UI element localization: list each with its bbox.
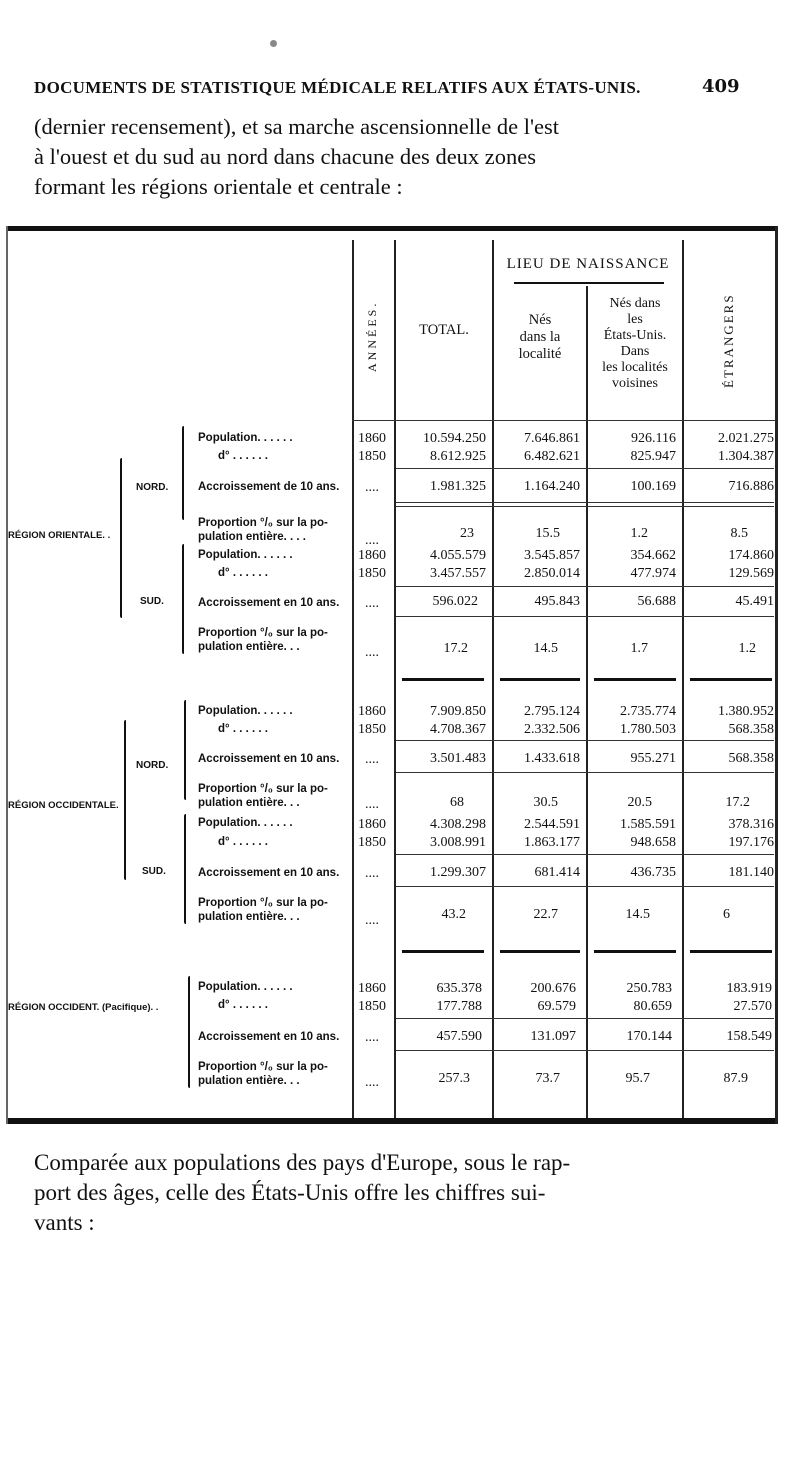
header-nes-localite	[494, 312, 586, 363]
voisines-cell: 926.116	[631, 431, 676, 446]
voisines-cell: 2.735.774	[620, 704, 676, 719]
row-rule	[396, 886, 774, 887]
localite-cell: 131.097	[530, 1029, 576, 1044]
year-cell: ....	[365, 1075, 379, 1090]
voisines-cell: 948.658	[630, 835, 676, 850]
col-divider	[586, 286, 588, 1118]
row-label: Accroissement en 10 ans.	[198, 597, 340, 609]
localite-cell: 1.164.240	[524, 479, 580, 494]
zone-nord: NORD.	[136, 760, 169, 771]
header-rule	[352, 420, 776, 421]
row-label: pulation entière. . .	[198, 1075, 300, 1087]
total-cell: 257.3	[438, 1071, 470, 1086]
section-rule	[500, 678, 580, 681]
row-label: pulation entière. . . .	[198, 531, 306, 543]
zone-sud: SUD.	[140, 596, 164, 607]
total-cell: 4.708.367	[430, 722, 486, 737]
row-label: d° . . . . . .	[218, 450, 268, 462]
row-label: Proportion °/₀ sur la po-	[198, 783, 328, 795]
header-underline	[514, 282, 664, 284]
row-label: Population. . . . . .	[198, 705, 293, 717]
localite-cell: 7.646.861	[524, 431, 580, 446]
voisines-cell: 20.5	[627, 795, 652, 810]
etrangers-cell: 17.2	[725, 795, 750, 810]
intro-line: formant les régions orientale et centrale :	[34, 174, 403, 199]
etrangers-cell: 174.860	[728, 548, 774, 563]
total-cell: 3.008.991	[430, 835, 486, 850]
row-rule	[396, 1018, 774, 1019]
header-text: les localités	[602, 360, 668, 375]
total-cell: 1.981.325	[430, 479, 486, 494]
voisines-cell: 955.271	[630, 751, 676, 766]
localite-cell: 1.863.177	[524, 835, 580, 850]
total-cell: 68	[450, 795, 464, 810]
localite-cell: 15.5	[535, 526, 560, 541]
year-cell: ....	[365, 797, 379, 812]
running-head: DOCUMENTS DE STATISTIQUE MÉDICALE RELATIFS AUX ÉTATS-UNIS.	[34, 78, 641, 97]
localite-cell: 3.545.857	[524, 548, 580, 563]
outro-line: port des âges, celle des États-Unis offre les chiffres sui-	[34, 1180, 546, 1205]
etrangers-cell: 8.5	[730, 526, 748, 541]
brace-region	[120, 458, 122, 618]
total-cell: 457.590	[436, 1029, 482, 1044]
intro-line: (dernier recensement), et sa marche ascensionnelle de l'est	[34, 114, 560, 139]
col-divider	[394, 240, 396, 1118]
row-rule	[396, 616, 774, 617]
localite-cell: 69.579	[537, 999, 576, 1014]
row-label: Accroissement en 10 ans.	[198, 867, 340, 879]
table-bottom-rule	[6, 1118, 777, 1124]
total-cell: 43.2	[441, 907, 466, 922]
voisines-cell: 14.5	[625, 907, 650, 922]
total-cell: 3.501.483	[430, 751, 486, 766]
etrangers-cell: 129.569	[728, 566, 774, 581]
row-label: Population. . . . . .	[198, 817, 293, 829]
year-cell: 1860	[358, 431, 386, 446]
table-left-edge	[6, 226, 8, 1124]
etrangers-cell: 183.919	[726, 981, 772, 996]
row-label: Accroissement en 10 ans.	[198, 1031, 340, 1043]
localite-cell: 2.332.506	[524, 722, 580, 737]
total-cell: 4.055.579	[430, 548, 486, 563]
voisines-cell: 1.7	[630, 641, 648, 656]
header-text: voisines	[612, 376, 658, 391]
brace-zone	[182, 426, 184, 520]
outro-line: vants :	[34, 1210, 95, 1235]
localite-cell: 6.482.621	[524, 449, 580, 464]
row-label: Population. . . . . .	[198, 981, 293, 993]
total-cell: 596.022	[432, 594, 478, 609]
zone-sud: SUD.	[142, 866, 166, 877]
header-annees: ANNÉES.	[365, 300, 379, 372]
voisines-cell: 100.169	[630, 479, 676, 494]
brace-region	[188, 976, 190, 1088]
brace-zone	[182, 544, 184, 654]
row-rule	[396, 772, 774, 773]
etrangers-cell: 378.316	[728, 817, 774, 832]
section-rule	[690, 678, 772, 681]
year-cell: ....	[365, 533, 379, 548]
row-label: pulation entière. . .	[198, 641, 300, 653]
voisines-cell: 1.585.591	[620, 817, 676, 832]
voisines-cell: 436.735	[630, 865, 676, 880]
brace-region	[124, 720, 126, 880]
row-label: pulation entière. . .	[198, 797, 300, 809]
row-label: Proportion °/₀ sur la po-	[198, 517, 328, 529]
row-rule	[396, 740, 774, 741]
row-label: Population. . . . . .	[198, 432, 293, 444]
header-text: Nés	[528, 312, 552, 328]
total-cell: 3.457.557	[430, 566, 486, 581]
year-cell: 1850	[358, 449, 386, 464]
etrangers-cell: 197.176	[728, 835, 774, 850]
row-label: d° . . . . . .	[218, 567, 268, 579]
row-label: Population. . . . . .	[198, 549, 293, 561]
etrangers-cell: 6	[723, 907, 730, 922]
localite-cell: 200.676	[530, 981, 576, 996]
header-total: TOTAL.	[419, 322, 469, 338]
section-rule	[402, 678, 484, 681]
etrangers-cell: 568.358	[728, 722, 774, 737]
year-cell: ....	[365, 752, 379, 767]
header-nes-voisines	[588, 296, 682, 392]
etrangers-cell: 716.886	[728, 479, 774, 494]
ink-dot	[270, 40, 277, 47]
row-rule	[396, 502, 774, 503]
total-cell: 7.909.850	[430, 704, 486, 719]
year-cell: 1850	[358, 722, 386, 737]
etrangers-cell: 1.380.952	[718, 704, 774, 719]
statistics-table	[6, 226, 777, 1128]
year-cell: ....	[365, 1030, 379, 1045]
row-label: d° . . . . . .	[218, 836, 268, 848]
row-label: Proportion °/₀ sur la po-	[198, 1061, 328, 1073]
voisines-cell: 170.144	[626, 1029, 672, 1044]
year-cell: ....	[365, 596, 379, 611]
localite-cell: 30.5	[533, 795, 558, 810]
row-rule	[396, 586, 774, 587]
total-cell: 10.594.250	[423, 431, 486, 446]
localite-cell: 1.433.618	[524, 751, 580, 766]
col-divider	[682, 240, 684, 1118]
total-cell: 1.299.307	[430, 865, 486, 880]
voisines-cell: 1.780.503	[620, 722, 676, 737]
localite-cell: 2.850.014	[524, 566, 580, 581]
etrangers-cell: 1.304.387	[718, 449, 774, 464]
year-cell: 1860	[358, 548, 386, 563]
outro-line: Comparée aux populations des pays d'Europe, sous le rap-	[34, 1150, 571, 1175]
localite-cell: 73.7	[535, 1071, 560, 1086]
etrangers-cell: 87.9	[723, 1071, 748, 1086]
row-rule	[396, 506, 774, 507]
page-number: 409	[702, 76, 740, 97]
etrangers-cell: 1.2	[738, 641, 756, 656]
etrangers-cell: 27.570	[733, 999, 772, 1014]
row-label: d° . . . . . .	[218, 723, 268, 735]
col-divider	[492, 240, 494, 1118]
total-cell: 177.788	[436, 999, 482, 1014]
row-label: Accroissement en 10 ans.	[198, 753, 340, 765]
voisines-cell: 95.7	[625, 1071, 650, 1086]
etrangers-cell: 158.549	[726, 1029, 772, 1044]
row-rule	[396, 468, 774, 469]
total-cell: 23	[460, 526, 474, 541]
year-cell: ....	[365, 645, 379, 660]
voisines-cell: 250.783	[626, 981, 672, 996]
header-text: les	[627, 312, 643, 327]
localite-cell: 2.795.124	[524, 704, 580, 719]
year-cell: 1860	[358, 817, 386, 832]
header-text: dans la	[519, 329, 561, 345]
localite-cell: 681.414	[534, 865, 580, 880]
section-rule	[594, 678, 676, 681]
year-cell: 1860	[358, 704, 386, 719]
region-pacifique: RÉGION OCCIDENT. (Pacifique). .	[8, 1002, 159, 1013]
region-orientale: RÉGION ORIENTALE. .	[8, 530, 111, 541]
region-occidentale: RÉGION OCCIDENTALE.	[8, 800, 119, 811]
outro-paragraph	[34, 1148, 734, 1238]
row-rule	[396, 854, 774, 855]
header-etrangers: ÉTRANGERS	[721, 293, 736, 389]
section-rule	[594, 950, 676, 953]
intro-paragraph	[34, 112, 734, 202]
header-lieu-naissance: LIEU DE NAISSANCE	[506, 256, 670, 272]
intro-line: à l'ouest et du sud au nord dans chacune des deux zones	[34, 144, 537, 169]
year-cell: 1850	[358, 566, 386, 581]
year-cell: 1850	[358, 835, 386, 850]
localite-cell: 2.544.591	[524, 817, 580, 832]
year-cell: ....	[365, 480, 379, 495]
row-label: Proportion °/₀ sur la po-	[198, 627, 328, 639]
table-right-edge	[775, 226, 778, 1124]
row-label: Proportion °/₀ sur la po-	[198, 897, 328, 909]
voisines-cell: 1.2	[630, 526, 648, 541]
localite-cell: 495.843	[534, 594, 580, 609]
total-cell: 8.612.925	[430, 449, 486, 464]
total-cell: 635.378	[436, 981, 482, 996]
etrangers-cell: 568.358	[728, 751, 774, 766]
year-cell: ....	[365, 866, 379, 881]
voisines-cell: 354.662	[630, 548, 676, 563]
brace-zone	[184, 700, 186, 800]
header-text: États-Unis.	[603, 328, 667, 343]
section-rule	[402, 950, 484, 953]
table-top-rule	[6, 226, 777, 231]
etrangers-cell: 2.021.275	[718, 431, 774, 446]
section-rule	[690, 950, 772, 953]
voisines-cell: 80.659	[633, 999, 672, 1014]
etrangers-cell: 45.491	[735, 594, 774, 609]
localite-cell: 14.5	[533, 641, 558, 656]
voisines-cell: 825.947	[630, 449, 676, 464]
header-text: localité	[518, 346, 562, 362]
header-text: Dans	[620, 344, 650, 359]
voisines-cell: 56.688	[637, 594, 676, 609]
localite-cell: 22.7	[533, 907, 558, 922]
row-label: pulation entière. . .	[198, 911, 300, 923]
year-cell: ....	[365, 913, 379, 928]
total-cell: 17.2	[443, 641, 468, 656]
row-label: d° . . . . . .	[218, 999, 268, 1011]
header-text: Nés dans	[609, 296, 661, 311]
section-rule	[500, 950, 580, 953]
row-rule	[396, 1050, 774, 1051]
voisines-cell: 477.974	[630, 566, 676, 581]
etrangers-cell: 181.140	[728, 865, 774, 880]
year-cell: 1850	[358, 999, 386, 1014]
total-cell: 4.308.298	[430, 817, 486, 832]
row-label: Accroissement de 10 ans.	[198, 481, 340, 493]
brace-zone	[184, 814, 186, 924]
zone-nord: NORD.	[136, 482, 169, 493]
year-cell: 1860	[358, 981, 386, 996]
